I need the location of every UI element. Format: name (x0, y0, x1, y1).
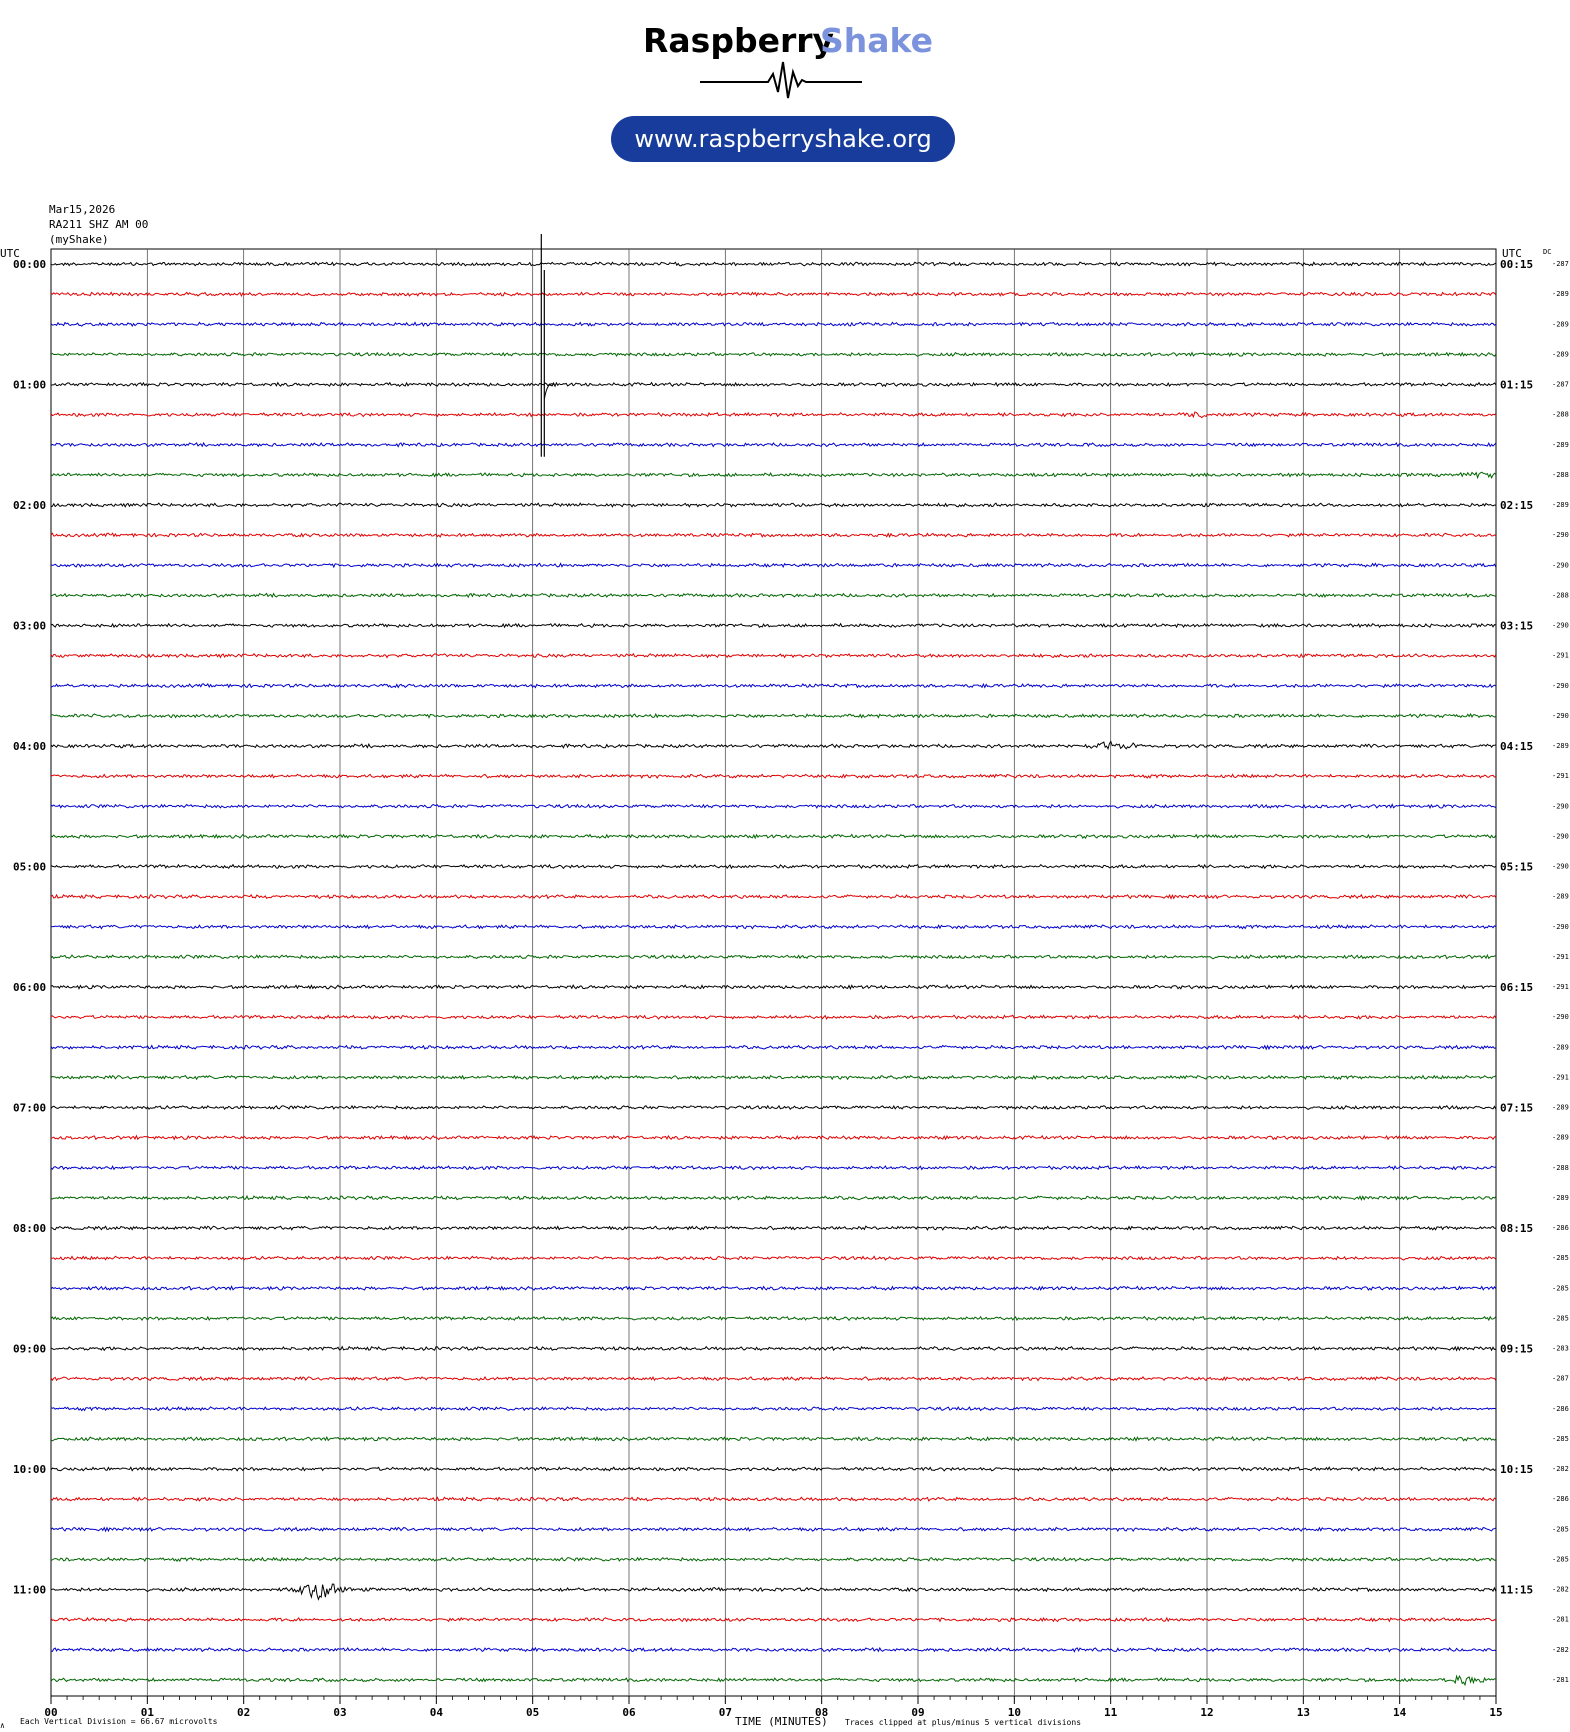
dc-offset-label: -285 (1552, 1284, 1569, 1293)
x-tick-label: 08 (815, 1706, 829, 1719)
dc-offset-label: -282 (1552, 1645, 1569, 1654)
x-tick-label: 10 (1007, 1706, 1021, 1719)
hour-label-right: 05:15 (1500, 860, 1534, 874)
dc-offset-label: -286 (1552, 1495, 1569, 1504)
x-axis-title: TIME (MINUTES) (735, 1715, 828, 1728)
left-hour-labels (13, 258, 46, 1597)
dc-offset-label: -287 (1552, 380, 1569, 389)
chart-header (0, 203, 1551, 260)
dc-offset-label: -290 (1552, 531, 1569, 540)
dc-offset-label: -291 (1552, 983, 1569, 991)
trace-41 (51, 1497, 1496, 1501)
trace-31 (51, 1196, 1496, 1200)
hour-label-right: 01:15 (1500, 378, 1534, 392)
trace-45 (51, 1618, 1496, 1622)
dc-offset-label: -288 (1552, 410, 1569, 419)
seismogram-traces (51, 234, 1496, 1685)
dc-offset-label: -290 (1552, 681, 1569, 690)
x-tick-label: 05 (526, 1706, 540, 1719)
x-tick-label: 09 (911, 1706, 925, 1719)
dc-offset-label: -290 (1552, 561, 1569, 570)
dc-offset-label: -290 (1552, 922, 1569, 931)
dc-offset-label: -290 (1552, 621, 1569, 630)
x-tick-label: 14 (1393, 1706, 1407, 1719)
dc-offset-label: -290 (1552, 832, 1569, 841)
trace-40 (51, 1467, 1496, 1471)
trace-42 (51, 1528, 1496, 1532)
trace-4 (51, 383, 1496, 387)
seismograph-wave-icon (700, 62, 862, 98)
trace-46 (51, 1648, 1496, 1652)
trace-47 (51, 1676, 1496, 1685)
dc-label: DC (1543, 248, 1552, 256)
dc-offset-label: -289 (1552, 892, 1569, 901)
hour-label-left: 07:00 (13, 1101, 47, 1115)
dc-offset-label: -282 (1552, 1465, 1569, 1473)
plot-border (51, 249, 1496, 1696)
trace-20 (51, 865, 1496, 869)
hour-label-right: 03:15 (1500, 619, 1534, 633)
dc-offset-label: -290 (1552, 862, 1569, 871)
trace-26 (51, 1045, 1496, 1049)
dc-offset-label: -282 (1552, 1585, 1569, 1594)
x-tick-label: 01 (140, 1706, 154, 1719)
dc-offset-label: -291 (1552, 1073, 1569, 1082)
hour-label-left: 08:00 (13, 1222, 47, 1235)
trace-18 (51, 804, 1496, 808)
hour-label-right: 07:15 (1500, 1101, 1534, 1115)
dc-offset-label: -290 (1552, 711, 1569, 720)
dc-offset-label: -286 (1552, 1404, 1569, 1413)
brand-url[interactable]: www.raspberryshake.org (634, 125, 932, 153)
dc-offset-label: -290 (1552, 1013, 1569, 1022)
dc-offset-label: -289 (1552, 350, 1569, 359)
trace-9 (51, 533, 1496, 537)
dc-offset-label: -289 (1552, 1043, 1569, 1052)
trace-25 (51, 1015, 1496, 1019)
hour-label-right: 08:15 (1500, 1222, 1534, 1235)
x-tick-label: 02 (237, 1706, 251, 1719)
hour-label-left: 02:00 (13, 499, 47, 512)
x-tick-label: 00 (44, 1706, 58, 1719)
brand-name-part2: Shake (820, 21, 933, 60)
x-tick-label: 13 (1296, 1706, 1310, 1719)
dc-offset-label: -289 (1552, 742, 1569, 750)
hour-label-left: 10:00 (13, 1463, 47, 1476)
dc-offset-label: -289 (1552, 440, 1569, 449)
x-tick-label: 15 (1489, 1706, 1503, 1719)
right-axis-label: UTC (1502, 247, 1522, 260)
trace-43 (51, 1558, 1496, 1562)
x-tick-label: 06 (622, 1706, 636, 1719)
trace-6 (51, 443, 1496, 447)
hour-label-left: 04:00 (13, 740, 47, 753)
dc-offset-label: -291 (1552, 952, 1569, 961)
trace-2 (51, 322, 1496, 326)
hour-label-left: 01:00 (13, 378, 47, 392)
dc-offset-label: -286 (1552, 1224, 1569, 1232)
dc-offset-label: -289 (1552, 1193, 1569, 1202)
trace-44 (51, 1584, 1496, 1599)
x-tick-label: 07 (718, 1706, 732, 1719)
brand-logo (611, 21, 955, 162)
trace-29 (51, 1136, 1496, 1140)
x-tick-label: 04 (429, 1706, 443, 1719)
trace-16 (51, 741, 1496, 748)
dc-offset-label: -281 (1552, 1615, 1569, 1624)
trace-19 (51, 835, 1496, 839)
hour-label-left: 03:00 (13, 619, 47, 633)
header-network: (myShake) (49, 233, 109, 246)
trace-23 (51, 955, 1496, 959)
dc-offset-label: -288 (1552, 591, 1569, 600)
trace-7 (51, 472, 1496, 478)
dc-offset-label: -283 (1552, 1344, 1569, 1353)
trace-14 (51, 684, 1496, 688)
trace-33 (51, 1256, 1496, 1260)
hour-label-left: 05:00 (13, 860, 47, 874)
dc-offset-label: -289 (1552, 290, 1569, 299)
clip-note: Traces clipped at plus/minus 5 vertical divisions (845, 1718, 1082, 1727)
trace-10 (51, 563, 1496, 567)
trace-28 (51, 1106, 1496, 1110)
minute-gridlines (147, 249, 1399, 1696)
hour-label-left: 09:00 (13, 1342, 47, 1356)
trace-5 (51, 412, 1496, 418)
trace-37 (51, 1377, 1496, 1381)
trace-0 (51, 262, 1496, 266)
trace-32 (51, 1226, 1496, 1230)
dc-offset-label: -285 (1552, 1555, 1569, 1564)
corner-mark: ∧ (0, 1721, 5, 1730)
dc-offset-label: -285 (1552, 1434, 1569, 1443)
trace-12 (51, 624, 1496, 628)
chart-footer (0, 1715, 1081, 1730)
hour-label-right: 04:15 (1500, 740, 1534, 753)
x-tick-label: 12 (1200, 1706, 1214, 1719)
trace-38 (51, 1407, 1496, 1411)
dc-offset-label: -285 (1552, 1525, 1569, 1534)
header-date: Mar15,2026 (49, 203, 116, 216)
x-tick-label: 11 (1104, 1706, 1118, 1719)
hour-label-right: 02:15 (1500, 499, 1534, 512)
dc-offset-label: -291 (1552, 772, 1569, 781)
trace-17 (51, 774, 1496, 778)
trace-11 (51, 594, 1496, 598)
hour-label-right: 06:15 (1500, 981, 1534, 994)
dc-offset-label: -289 (1552, 1103, 1569, 1112)
dc-offset-labels (1552, 260, 1569, 1684)
dc-offset-label: -287 (1552, 1374, 1569, 1383)
trace-15 (51, 714, 1496, 718)
trace-3 (51, 353, 1496, 357)
dc-offset-label: -288 (1552, 1163, 1569, 1172)
trace-27 (51, 1076, 1496, 1080)
trace-13 (51, 654, 1496, 658)
trace-30 (51, 1166, 1496, 1170)
dc-offset-label: -285 (1552, 1314, 1569, 1323)
left-axis-label: UTC (0, 247, 20, 260)
dc-offset-label: -289 (1552, 501, 1569, 509)
x-tick-label: 03 (333, 1706, 347, 1719)
trace-39 (51, 1437, 1496, 1441)
dc-offset-label: -285 (1552, 1254, 1569, 1263)
dc-offset-label: -288 (1552, 470, 1569, 479)
hour-label-right: 11:15 (1500, 1583, 1534, 1597)
trace-36 (51, 1347, 1496, 1351)
trace-1 (51, 292, 1496, 296)
brand-name-part1: Raspberry (643, 21, 835, 60)
dc-offset-label: -281 (1552, 1675, 1569, 1684)
dc-offset-label: -289 (1552, 1133, 1569, 1142)
trace-8 (51, 503, 1496, 507)
spike-tail (544, 384, 554, 400)
hour-label-left: 06:00 (13, 981, 47, 994)
dc-offset-label: -291 (1552, 651, 1569, 660)
trace-34 (51, 1286, 1496, 1290)
dc-offset-label: -290 (1552, 802, 1569, 811)
hour-label-right: 09:15 (1500, 1342, 1534, 1356)
plot-frame (51, 249, 1496, 1696)
hour-label-left: 11:00 (13, 1583, 47, 1597)
hour-label-left: 00:00 (13, 258, 47, 271)
scale-note: Each Vertical Division = 66.67 microvolts (20, 1717, 218, 1726)
dc-offset-label: -289 (1552, 320, 1569, 329)
dc-offset-label: -287 (1552, 260, 1569, 268)
right-hour-labels (1500, 258, 1533, 1597)
trace-35 (51, 1317, 1496, 1321)
header-station: RA211 SHZ AM 00 (49, 218, 149, 231)
trace-24 (51, 985, 1496, 989)
hour-label-right: 10:15 (1500, 1463, 1534, 1476)
trace-22 (51, 925, 1496, 929)
trace-21 (51, 895, 1496, 899)
hour-label-right: 00:15 (1500, 258, 1534, 271)
